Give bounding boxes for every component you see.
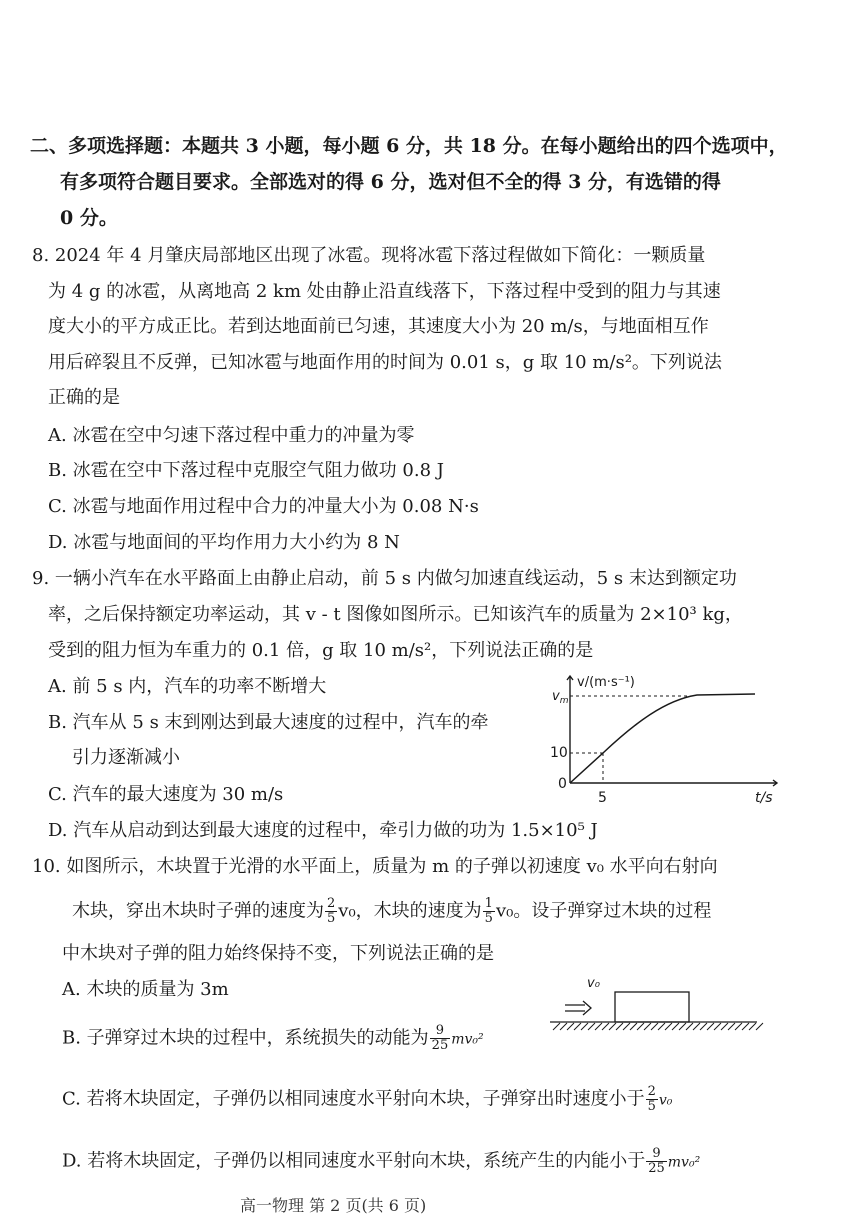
fraction-2-5: $\frac{2}{5}$ xyxy=(327,896,336,926)
q8-line-2: 为 4 g 的冰雹，从离地高 2 km 处由静止沿直线落下，下落过程中受到的阻力与其速 xyxy=(48,281,721,302)
q10-option-c xyxy=(62,1085,672,1114)
q10-line-2-a: 木块，穿出木块时子弹的速度为 xyxy=(72,900,324,922)
hatch-mark xyxy=(679,1023,686,1030)
hatch-mark xyxy=(658,1023,665,1030)
hatch-mark xyxy=(560,1023,567,1030)
section-title-line1: 二、多项选择题：本题共 3 小题，每小题 6 分，共 18 分。在每小题给出的四个选项中， xyxy=(30,135,788,157)
hatch-mark xyxy=(749,1023,756,1030)
vt-dashed-guides xyxy=(570,696,695,783)
q10-line-2-c: v₀。设子弹穿过木块的过程 xyxy=(495,900,712,922)
fraction-9-25-b: $\frac{9}{25}$ xyxy=(431,1023,449,1053)
q8-line-5: 正确的是 xyxy=(48,387,120,408)
q10-line-2-b: v₀，木块的速度为 xyxy=(338,900,482,922)
q9-option-b-cont: 引力逐渐减小 xyxy=(72,747,180,768)
section-title-line3: 0 分。 xyxy=(60,207,118,229)
vt-curve xyxy=(570,694,755,783)
hatch-mark xyxy=(728,1023,735,1030)
q10-line-3: 中木块对子弹的阻力始终保持不变，下列说法正确的是 xyxy=(62,943,494,964)
hatch-mark xyxy=(700,1023,707,1030)
bullet-block-figure xyxy=(545,975,785,1035)
vt-graph xyxy=(545,668,785,808)
q8-option-b: B. 冰雹在空中下落过程中克服空气阻力做功 0.8 J xyxy=(48,460,444,481)
hatch-mark xyxy=(581,1023,588,1030)
hatch-mark xyxy=(630,1023,637,1030)
q9-line-2: 率，之后保持额定功率运动，其 v - t 图像如图所示。已知该汽车的质量为 2×10³ kg， xyxy=(48,604,743,625)
figure-v0-label: v₀ xyxy=(587,976,600,991)
hatch-mark xyxy=(616,1023,623,1030)
q8-line-4: 用后碎裂且不反弹，已知冰雹与地面作用的时间为 0.01 s，g 取 10 m/s²。下列说法 xyxy=(48,352,722,373)
q9-option-d: D. 汽车从启动到达到最大速度的过程中，牵引力做的功为 1.5×10⁵ J xyxy=(48,820,598,841)
hatch-mark xyxy=(735,1023,742,1030)
q10-option-c-text: C. 若将木块固定，子弹仍以相同速度水平射向木块，子弹穿出时速度小于 xyxy=(62,1088,645,1110)
vt-xlabel: t/s xyxy=(755,790,773,806)
page-footer: 高一物理 第 2 页(共 6 页) xyxy=(240,1196,427,1215)
vt-axes xyxy=(567,676,777,786)
q10-option-d-unit: mv₀² xyxy=(667,1154,701,1171)
q9-option-a: A. 前 5 s 内，汽车的功率不断增大 xyxy=(48,676,327,697)
hatch-mark xyxy=(644,1023,651,1030)
hatch-mark xyxy=(651,1023,658,1030)
hatch-mark xyxy=(686,1023,693,1030)
q10-line-1: 10. 如图所示，木块置于光滑的水平面上，质量为 m 的子弹以初速度 v₀ 水平向右射向 xyxy=(32,856,718,877)
q10-option-b xyxy=(62,1024,484,1053)
hatch-mark xyxy=(693,1023,700,1030)
hatch-mark xyxy=(609,1023,616,1030)
q10-option-a: A. 木块的质量为 3m xyxy=(62,979,229,1000)
q9-line-1: 9. 一辆小汽车在水平路面上由静止启动，前 5 s 内做匀加速直线运动，5 s 末达到额定功 xyxy=(32,568,737,589)
hatch-mark xyxy=(595,1023,602,1030)
hatch-mark xyxy=(672,1023,679,1030)
q10-option-c-unit: v₀ xyxy=(658,1092,673,1109)
hatch-mark xyxy=(721,1023,728,1030)
q10-option-b-text: B. 子弹穿过木块的过程中，系统损失的动能为 xyxy=(62,1027,429,1049)
q10-line-2 xyxy=(72,897,711,926)
hatch-mark xyxy=(588,1023,595,1030)
vt-tick-y-10: 10 xyxy=(550,745,568,761)
q10-option-d xyxy=(62,1147,700,1176)
vt-ylabel: v/(m·s⁻¹) xyxy=(577,675,635,690)
vt-origin: 0 xyxy=(558,776,567,792)
hatch-mark xyxy=(637,1023,644,1030)
hatch-mark xyxy=(623,1023,630,1030)
q9-option-b: B. 汽车从 5 s 末到刚达到最大速度的过程中，汽车的牵 xyxy=(48,712,489,733)
fraction-2-5-c: $\frac{2}{5}$ xyxy=(647,1084,656,1114)
hatch-mark xyxy=(707,1023,714,1030)
hatch-mark xyxy=(553,1023,560,1030)
hatch-mark xyxy=(742,1023,749,1030)
hatch-mark xyxy=(602,1023,609,1030)
q8-option-d: D. 冰雹与地面间的平均作用力大小约为 8 N xyxy=(48,532,400,553)
vt-tick-x-5: 5 xyxy=(598,790,607,806)
q9-line-3: 受到的阻力恒为车重力的 0.1 倍，g 取 10 m/s²，下列说法正确的是 xyxy=(48,640,594,661)
bullet-arrow xyxy=(565,1001,591,1015)
q8-line-1: 8. 2024 年 4 月肇庆局部地区出现了冰雹。现将冰雹下落过程做如下简化：一颗质量 xyxy=(32,245,706,266)
vt-vm-label: $v_m$ xyxy=(552,689,569,706)
q8-option-a: A. 冰雹在空中匀速下落过程中重力的冲量为零 xyxy=(48,425,415,446)
hatch-mark xyxy=(714,1023,721,1030)
fraction-9-25-d: $\frac{9}{25}$ xyxy=(648,1146,665,1176)
hatch-mark xyxy=(756,1023,763,1030)
q8-option-c: C. 冰雹与地面作用过程中合力的冲量大小为 0.08 N·s xyxy=(48,496,479,517)
fraction-1-5: $\frac{1}{5}$ xyxy=(484,896,493,926)
ground-hatch xyxy=(553,1023,763,1030)
q10-option-d-text: D. 若将木块固定，子弹仍以相同速度水平射向木块，系统产生的内能小于 xyxy=(62,1150,646,1172)
q10-option-b-unit: mv₀² xyxy=(451,1031,484,1048)
q8-line-3: 度大小的平方成正比。若到达地面前已匀速，其速度大小为 20 m/s，与地面相互作 xyxy=(48,316,709,337)
hatch-mark xyxy=(665,1023,672,1030)
wooden-block xyxy=(615,992,689,1022)
hatch-mark xyxy=(567,1023,574,1030)
hatch-mark xyxy=(574,1023,581,1030)
q9-option-c: C. 汽车的最大速度为 30 m/s xyxy=(48,784,284,805)
section-title-line2: 有多项符合题目要求。全部选对的得 6 分，选对但不全的得 3 分，有选错的得 xyxy=(60,171,721,193)
